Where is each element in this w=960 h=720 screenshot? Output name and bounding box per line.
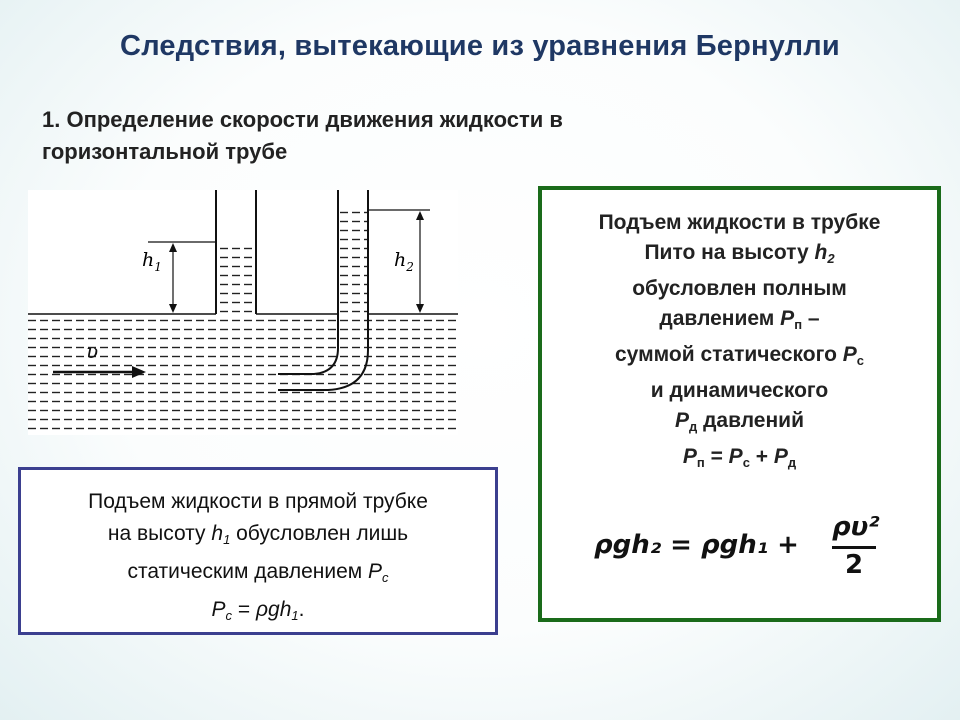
pitot-box-line-3: обусловлен полным <box>632 277 847 300</box>
slide-title: Следствия, вытекающие из уравнения Бернулли <box>120 30 840 62</box>
h1-label: $h_1$ <box>142 249 162 274</box>
formula-numerator: ρυ² <box>832 512 880 542</box>
formula-denominator: 2 <box>844 550 864 580</box>
static-box-line-1: Подъем жидкости в прямой трубке <box>88 490 428 513</box>
h2-arrow-down <box>416 304 424 313</box>
pitot-tube-diagram <box>28 190 458 435</box>
pitot-box-line-2: Пито на высоту $h_2$ <box>644 241 835 266</box>
section-heading-line-2: горизонтальной трубе <box>42 139 288 164</box>
pitot-pressure-box <box>538 186 941 622</box>
straight-tube-liquid <box>216 242 256 314</box>
pitot-box-line-1: Подъем жидкости в трубке <box>598 211 881 234</box>
h2-label: $h_2$ <box>394 249 414 274</box>
section-heading <box>42 104 762 168</box>
pitot-box-line-7: Pд давлений <box>674 409 804 434</box>
h2-arrow-up <box>416 211 424 220</box>
h1-arrow-down <box>169 304 177 313</box>
pitot-tube-figure <box>28 190 458 435</box>
formula-fraction-bar <box>832 546 876 549</box>
static-pressure-box <box>18 467 498 635</box>
pitot-box-line-4: давлением Pп – <box>659 307 820 332</box>
total-pressure-formula: Pп = Pс + Pд <box>682 445 797 470</box>
static-box-line-2: на высоту $h_1$ обусловлен лишь <box>107 522 409 547</box>
formula-lhs: ρgh₂ = ρgh₁ + <box>594 530 799 560</box>
bernoulli-pitot-formula <box>542 508 937 578</box>
pitot-box-line-5: суммой статического Pс <box>615 343 864 368</box>
velocity-label: υ <box>86 339 99 363</box>
static-box-line-3: статическим давлением $P_c$ <box>127 560 389 585</box>
h1-arrow-up <box>169 243 177 252</box>
pitot-tube-liquid <box>338 210 368 314</box>
section-heading-line-1: 1. Определение скорости движения жидкости в <box>42 107 563 132</box>
pitot-box-line-6: и динамического <box>650 379 829 402</box>
pipe-liquid <box>28 314 458 435</box>
static-pressure-formula: $P_c = \rho gh_1$. <box>211 598 305 623</box>
